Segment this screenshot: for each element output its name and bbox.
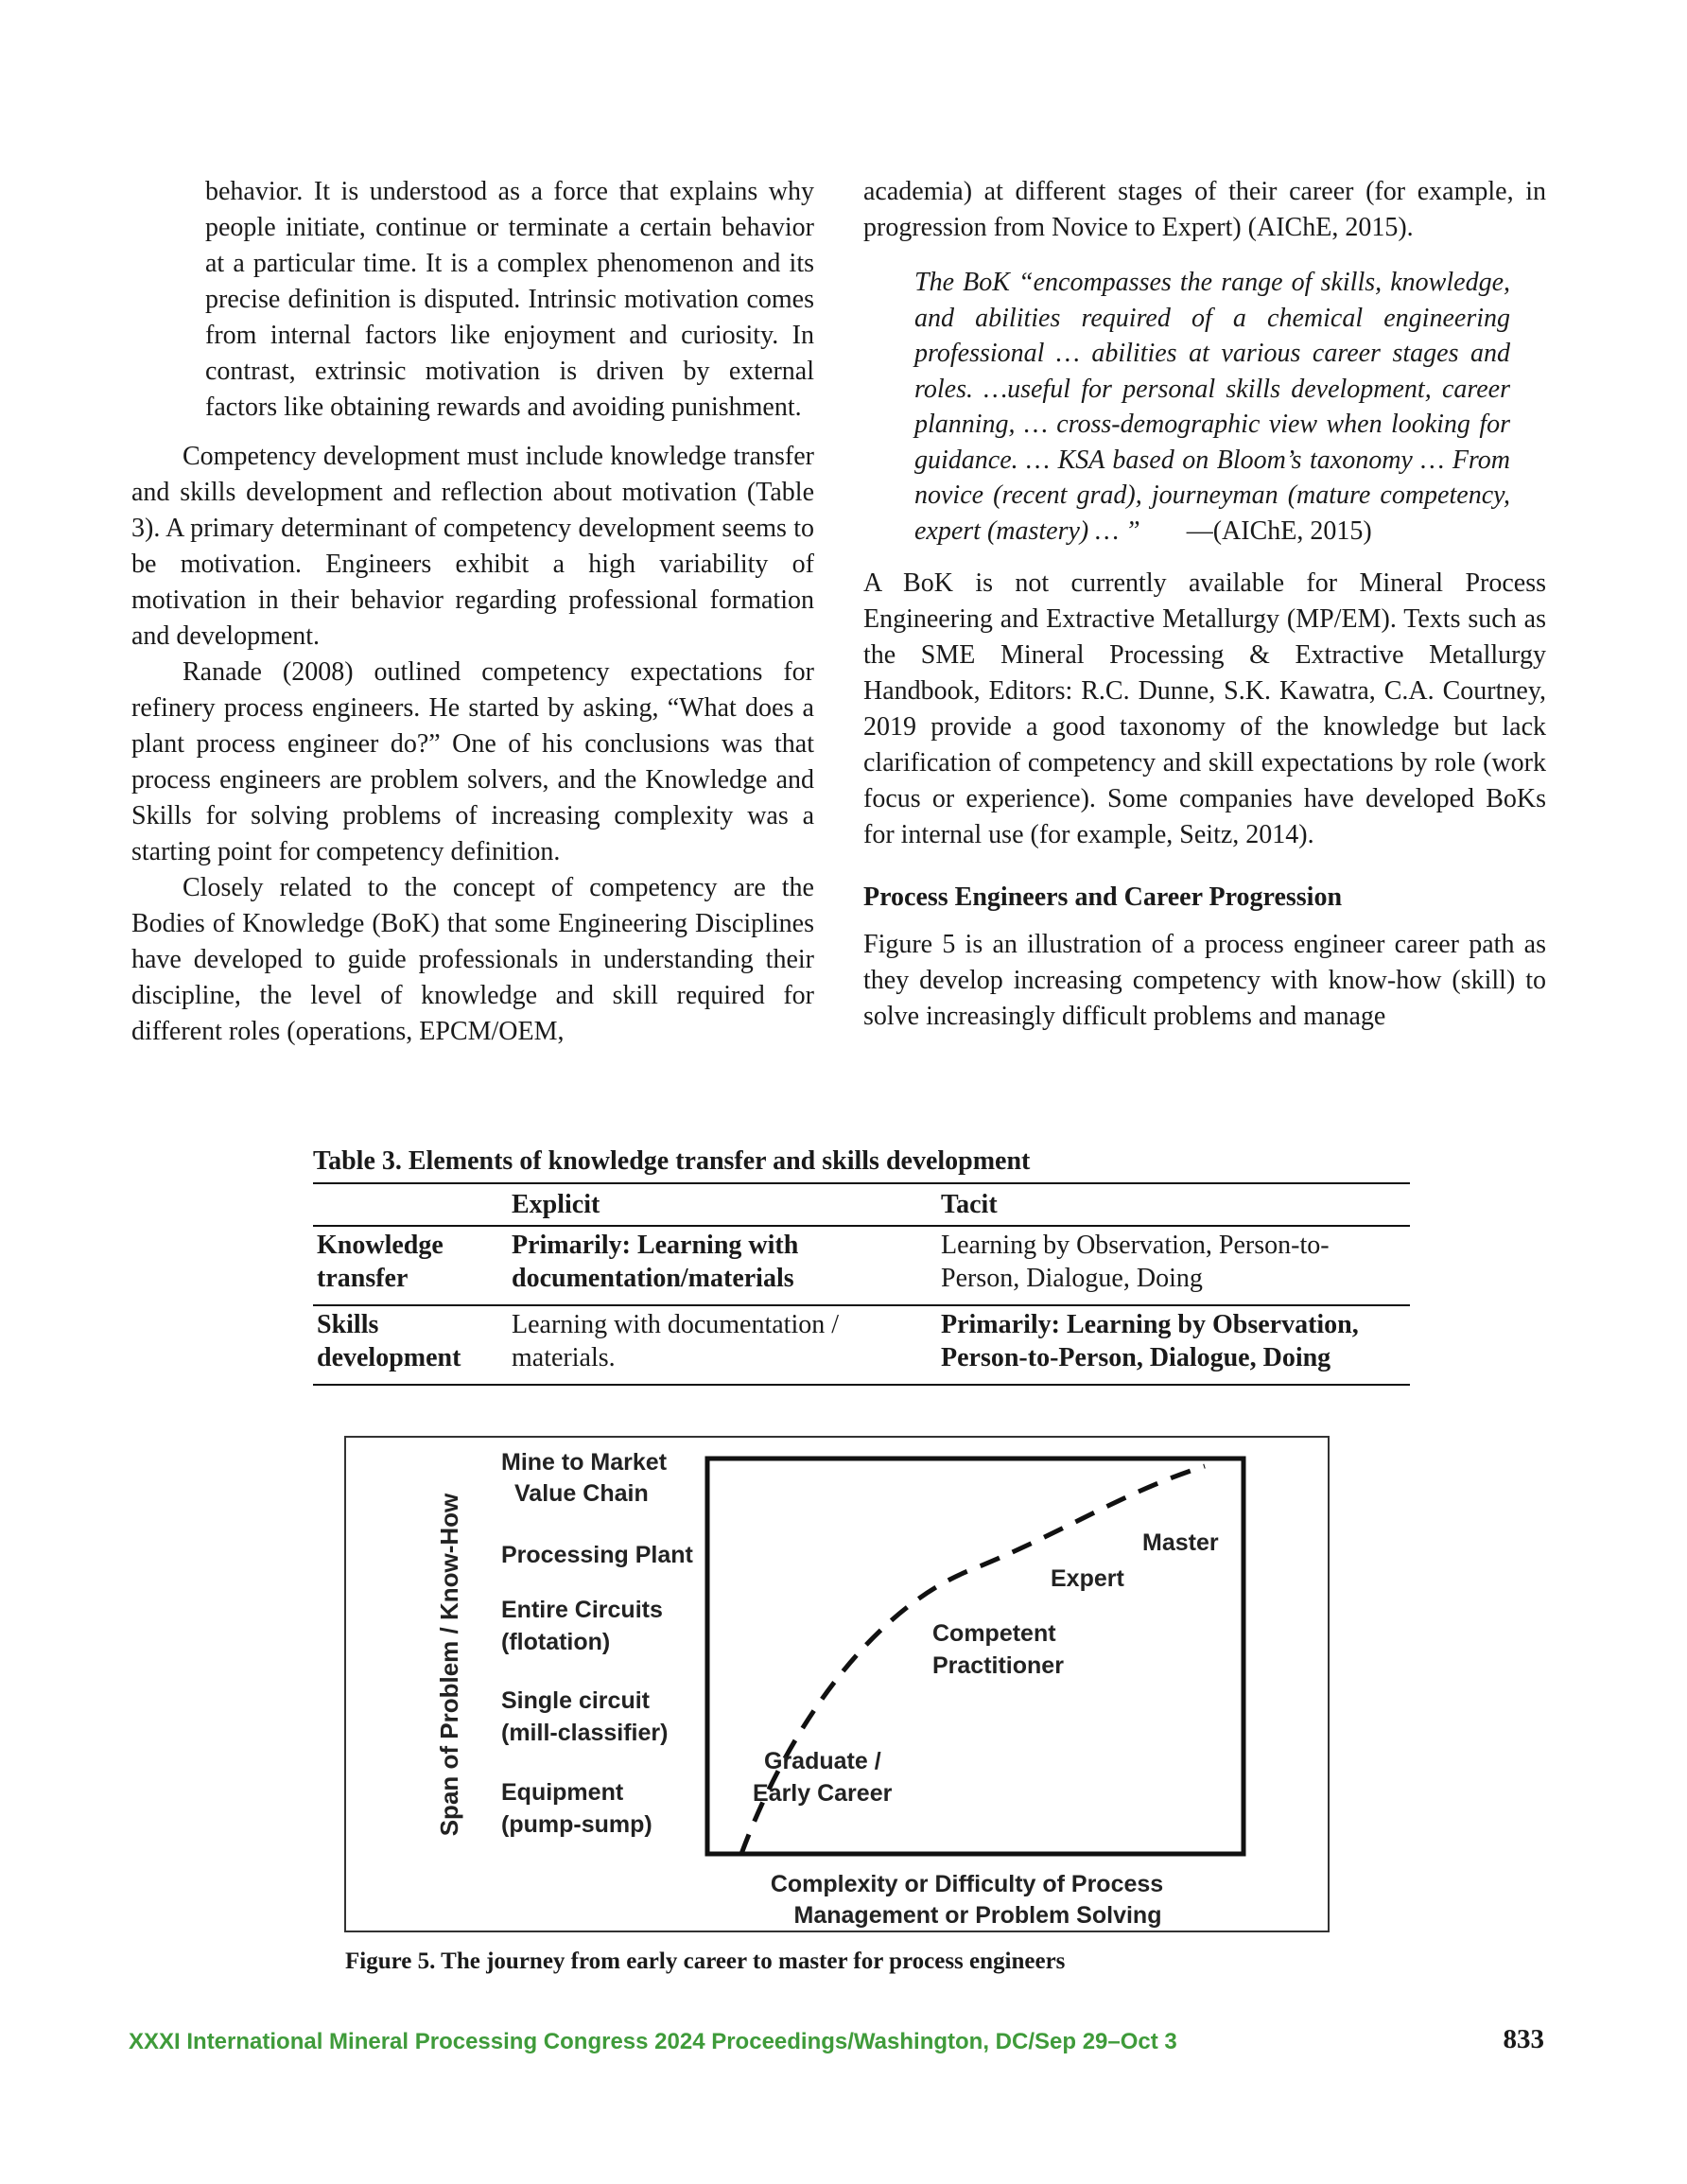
figure-caption: Figure 5. The journey from early career to master for process engineers xyxy=(345,1948,1066,1974)
left-column xyxy=(131,174,814,1050)
explicit-cell: Learning with documentation / materials. xyxy=(512,1310,840,1372)
table-row xyxy=(313,1305,1410,1385)
block-quote xyxy=(914,265,1510,549)
y-level-mine-to-market: Mine to Market Value Chain xyxy=(501,1449,668,1507)
quote-attribution: —(AIChE, 2015) xyxy=(1186,515,1372,546)
body-paragraph: Ranade (2008) outlined competency expectations for refinery process engineers. He started by asking, “What does a plant process engineer do?” One of his conclusions was that process engineers are problem solvers, and the Knowledge and Skills for solving problems of increasing complexity was a starting point for competency definition. xyxy=(131,657,814,866)
y-level-entire-circuits: Entire Circuits (flotation) xyxy=(501,1597,663,1655)
table-header-cell: Tacit xyxy=(941,1190,998,1219)
body-paragraph: Competency development must include knowledge transfer and skills development and reflection about motivation (Table 3). A primary determinant of competency development seems to be motivation. Engineers exhibit a high variability of motivation in their behavior regarding professional formation and development. xyxy=(131,442,814,651)
table-caption: Table 3. Elements of knowledge transfer and skills development xyxy=(313,1146,1031,1176)
table-header-cell: Explicit xyxy=(512,1190,600,1219)
tacit-cell: Learning by Observation, Person-to-Person, Dialogue, Doing xyxy=(941,1231,1330,1293)
motivation-definition-block: behavior. It is understood as a force that explains why people initiate, continue or terminate a certain behavior at a particular time. It is a complex phenomenon and its precise definition is disputed. Intrinsic motivation comes from internal factors like enjoyment and curiosity. In contrast, extrinsic motivation is driven by external factors like obtaining rewards and avoiding punishment. xyxy=(205,177,814,422)
table-header-row xyxy=(313,1183,1410,1226)
body-paragraph: A BoK is not currently available for Mineral Process Engineering and Extractive Metallurgy (MP/EM). Texts such as the SME Mineral Processing & Extractive Metallurgy Handbook, Editors: R.C. Dunne, S.K. Kawatra, C.A. Courtney, 2019 provide a good taxonomy of the knowledge but lack clarification of competency and skill expectations by role (work focus or experience). Some companies have developed BoKs for internal use (for example, Seitz, 2014). xyxy=(863,568,1546,849)
section-heading: Process Engineers and Career Progression xyxy=(863,882,1343,912)
body-paragraph: academia) at different stages of their career (for example, in progression from Novice to Expert) (AIChE, 2015). xyxy=(863,177,1546,242)
stage-graduate-early-career: Graduate / Early Career xyxy=(753,1748,893,1807)
stage-expert: Expert xyxy=(1051,1565,1124,1592)
y-axis-label: Span of Problem / Know-How xyxy=(435,1493,463,1837)
figure-5 xyxy=(344,1436,1330,1932)
table-header-cell xyxy=(313,1183,508,1226)
explicit-cell: Primarily: Learning with documentation/materials xyxy=(512,1231,799,1293)
tacit-cell: Primarily: Learning by Observation, Person-to-Person, Dialogue, Doing xyxy=(941,1310,1359,1372)
row-label: Skills development xyxy=(317,1310,461,1372)
stage-competent-practitioner: Competent Practitioner xyxy=(932,1620,1064,1679)
y-level-processing-plant: Processing Plant xyxy=(501,1542,693,1568)
quote-text: The BoK “encompasses the range of skills, knowledge, and abilities required of a chemical engineering professional … abilities at various career stages and roles. …useful for personal skills development, career planning, … cross-demographic view when looking for guidance. … KSA based on Bloom’s taxonomy … From novice (recent grad), journeyman (mature competency, expert (mastery) … ” xyxy=(914,268,1510,546)
table-grid xyxy=(313,1182,1410,1386)
y-level-single-circuit: Single circuit (mill-classifier) xyxy=(501,1687,669,1746)
career-path-diagram xyxy=(346,1438,1328,1931)
body-paragraph: Closely related to the concept of competency are the Bodies of Knowledge (BoK) that some Engineering Disciplines have developed to guide professionals in understanding their discipline, the level of knowledge and skill required for different roles (operations, EPCM/OEM, xyxy=(131,873,814,1046)
y-level-equipment: Equipment (pump-sump) xyxy=(501,1779,652,1838)
stage-master: Master xyxy=(1142,1529,1219,1556)
row-label: Knowledge transfer xyxy=(317,1231,443,1293)
table-row xyxy=(313,1226,1410,1305)
conference-footer: XXXI International Mineral Processing Congress 2024 Proceedings/Washington, DC/Sep 29–Oct 3 xyxy=(129,2029,1177,2054)
page-number: 833 xyxy=(1503,2024,1544,2054)
right-column xyxy=(863,174,1546,1035)
body-paragraph: Figure 5 is an illustration of a process engineer career path as they develop increasing competency with know-how (skill) to solve increasingly difficult problems and manage xyxy=(863,930,1546,1031)
table-3 xyxy=(313,1144,1410,1386)
x-axis-label: Complexity or Difficulty of Process Management or Problem Solving xyxy=(770,1871,1164,1929)
